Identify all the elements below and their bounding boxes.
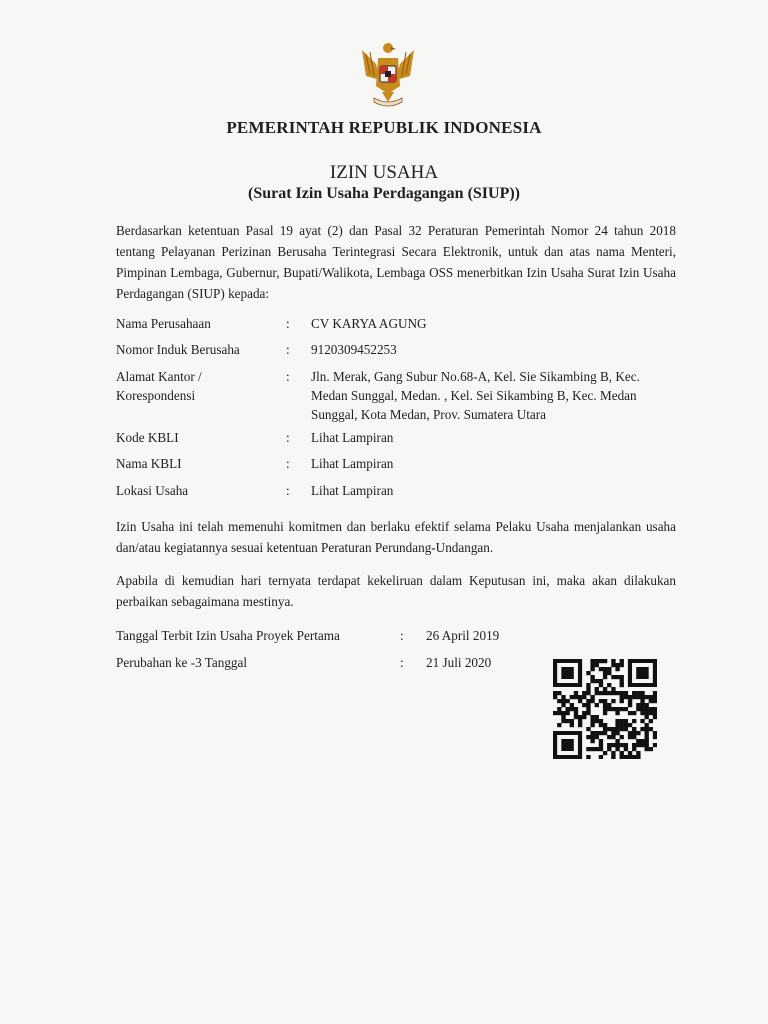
field-label: Alamat Kantor / Korespondensi xyxy=(116,369,202,403)
field-label: Kode KBLI xyxy=(116,430,179,445)
date-colon: : xyxy=(400,628,404,643)
date-value: 26 April 2019 xyxy=(426,628,500,643)
field-value: Lihat Lampiran xyxy=(311,483,394,498)
field-colon: : xyxy=(286,483,290,498)
government-heading: PEMERINTAH REPUBLIK INDONESIA xyxy=(226,118,542,137)
garuda-emblem-icon xyxy=(352,36,424,108)
date-value: 21 Juli 2020 xyxy=(426,655,492,670)
field-label: Nama KBLI xyxy=(116,456,182,471)
qr-code-icon xyxy=(553,659,657,759)
field-colon: : xyxy=(286,430,290,445)
field-value: 9120309452253 xyxy=(311,342,397,357)
field-label: Nama Perusahaan xyxy=(116,316,211,331)
document-subtitle: (Surat Izin Usaha Perdagangan (SIUP)) xyxy=(247,185,520,202)
field-colon: : xyxy=(286,342,290,357)
field-label: Lokasi Usaha xyxy=(116,483,189,498)
validity-paragraph: Izin Usaha ini telah memenuhi komitmen dan berlaku efektif selama Pelaku Usaha menjalankan usaha dan/atau kegiatannya sesuai ketentuan Peraturan Perundang-Undangan. xyxy=(116,519,676,555)
document-title: IZIN USAHA xyxy=(329,162,439,183)
correction-paragraph: Apabila di kemudian hari ternyata terdapat kekeliruan dalam Keputusan ini, maka akan dilakukan perbaikan sebagaimana mestinya. xyxy=(116,573,676,609)
date-label: Tanggal Terbit Izin Usaha Proyek Pertama xyxy=(116,628,340,643)
field-colon: : xyxy=(286,316,290,331)
field-value: CV KARYA AGUNG xyxy=(311,316,427,331)
field-colon: : xyxy=(286,369,290,384)
field-value: Lihat Lampiran xyxy=(311,430,394,445)
date-colon: : xyxy=(400,655,404,670)
field-colon: : xyxy=(286,456,290,471)
field-value: Lihat Lampiran xyxy=(311,456,394,471)
intro-paragraph: Berdasarkan ketentuan Pasal 19 ayat (2) dan Pasal 32 Peraturan Pemerintah Nomor 24 tahun 2018 tentang Pelayanan Perizinan Berusaha Terintegrasi Secara Elektronik, untuk dan atas nama Menteri, Pimpinan Lembaga, Gubernur, Bupati/Walikota, Lembaga OSS menerbitkan Izin Usaha Surat Izin Usaha Perdagangan (SIUP) kepada: xyxy=(116,223,676,301)
date-label: Perubahan ke -3 Tanggal xyxy=(116,655,248,670)
field-value: Jln. Merak, Gang Subur No.68-A, Kel. Sie Sikambing B, Kec. Medan Sunggal, Medan. , Kel. Sei Sikambing B, Kec. Medan Sunggal, Kota Medan, Prov. Sumatera Utara xyxy=(311,369,640,422)
field-label: Nomor Induk Berusaha xyxy=(116,342,240,357)
